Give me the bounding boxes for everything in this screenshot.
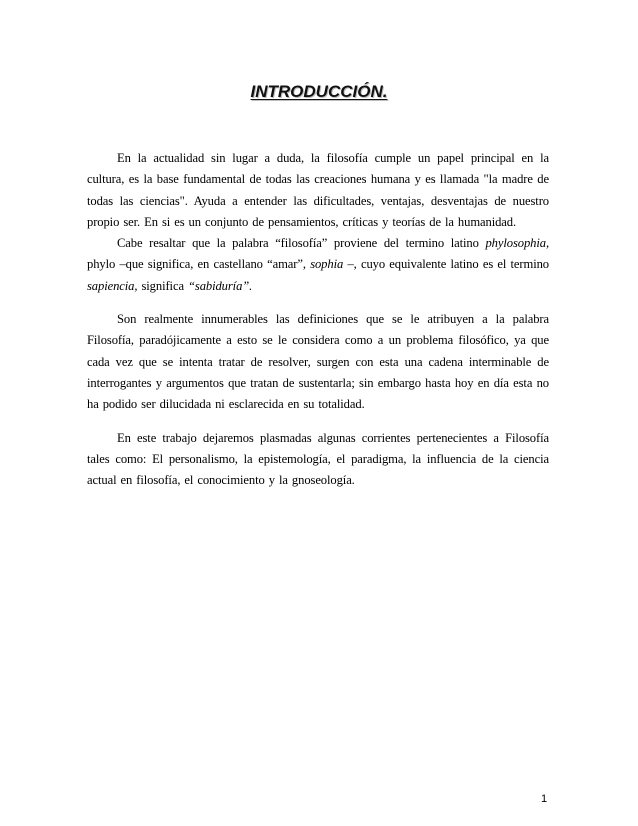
page-number: 1 <box>541 793 548 805</box>
term-sabiduria: “sabiduría”. <box>187 278 253 293</box>
term-sophia: sophia <box>310 257 344 272</box>
term-sapiencia: sapiencia, <box>87 278 138 293</box>
document-body <box>87 148 549 491</box>
paragraph-2-text-a: Cabe resaltar que la palabra “filosofía” proviene del termino latino <box>117 236 486 251</box>
paragraph-2 <box>87 233 549 297</box>
paragraph-1: En la actualidad sin lugar a duda, la filosofía cumple un papel principal en la cultura, es la base fundamental de todas las creaciones humana y es llamada "la madre de todas las ciencias". Ayuda a entender las dificultades, ventajas, desventajas de nuestro propio ser. En si es un conjunto de pensamientos, críticas y teorías de la humanidad. <box>87 151 549 229</box>
paragraph-4: En este trabajo dejaremos plasmadas algunas corrientes pertenecientes a Filosofía tales como: El personalismo, la epistemología, el paradigma, la influencia de la ciencia actual en filosofía, el conocimiento y la gnoseología. <box>87 430 549 488</box>
paragraph-2-text-e: –, cuyo equivalente latino es el termino <box>343 257 550 272</box>
term-phylosophia: phylosophia, <box>485 236 549 251</box>
paragraph-2-text-g: significa <box>137 278 188 293</box>
page-title: INTRODUCCIÓN. <box>250 82 388 101</box>
paragraph-3: Son realmente innumerables las definiciones que se le atribuyen a la palabra Filosofía, paradójicamente a esto se le considera como a un problema filosófico, ya que cada vez que se intenta tratar de resolver, surgen con esta una cadena interminable de interrogantes y argumentos que tratan de sustentarla; sin embargo hasta hoy en día esta no ha podido ser dilucidada ni esclarecida en su totalidad. <box>87 312 549 412</box>
paragraph-2-text-c: phylo –que significa, en castellano “amar”, <box>87 257 311 272</box>
